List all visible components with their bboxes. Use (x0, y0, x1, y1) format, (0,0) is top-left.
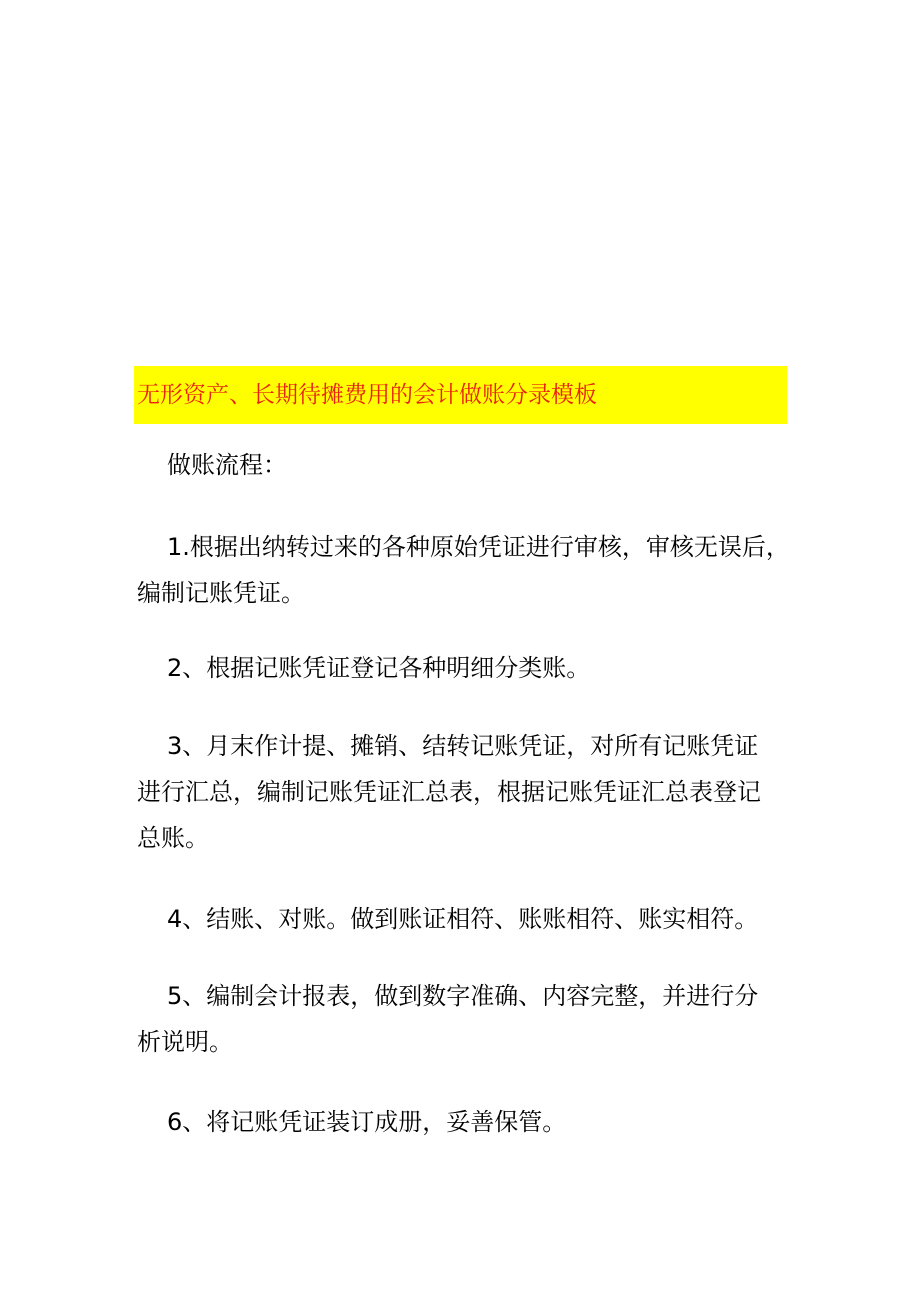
step-5-line-1: 5、编制会计报表，做到数字准确、内容完整，并进行分 (167, 982, 759, 1010)
document-title: 无形资产、长期待摊费用的会计做账分录模板 (137, 382, 597, 408)
step-4-line-1: 4、结账、对账。做到账证相符、账账相符、账实相符。 (167, 905, 759, 933)
step-5-line-2: 析说明。 (137, 1028, 233, 1056)
step-1-line-2: 编制记账凭证。 (137, 579, 305, 607)
step-3-line-2: 进行汇总，编制记账凭证汇总表，根据记账凭证汇总表登记 (137, 778, 761, 806)
step-2 (137, 645, 805, 691)
step-3-line-1: 3、月末作计提、摊销、结转记账凭证，对所有记账凭证 (167, 732, 759, 760)
step-3-line-3: 总账。 (137, 824, 209, 852)
step-2-line-1: 2、根据记账凭证登记各种明细分类账。 (167, 654, 591, 682)
step-6 (137, 1099, 805, 1145)
heading-text: 做账流程： (167, 451, 287, 479)
step-6-line-1: 6、将记账凭证装订成册，妥善保管。 (167, 1108, 567, 1136)
step-4 (137, 896, 805, 942)
step-1-line-1: 1.根据出纳转过来的各种原始凭证进行审核，审核无误后， (167, 533, 790, 561)
process-heading (137, 442, 805, 488)
step-3 (137, 723, 805, 861)
step-1 (137, 524, 805, 616)
step-5 (137, 973, 805, 1065)
